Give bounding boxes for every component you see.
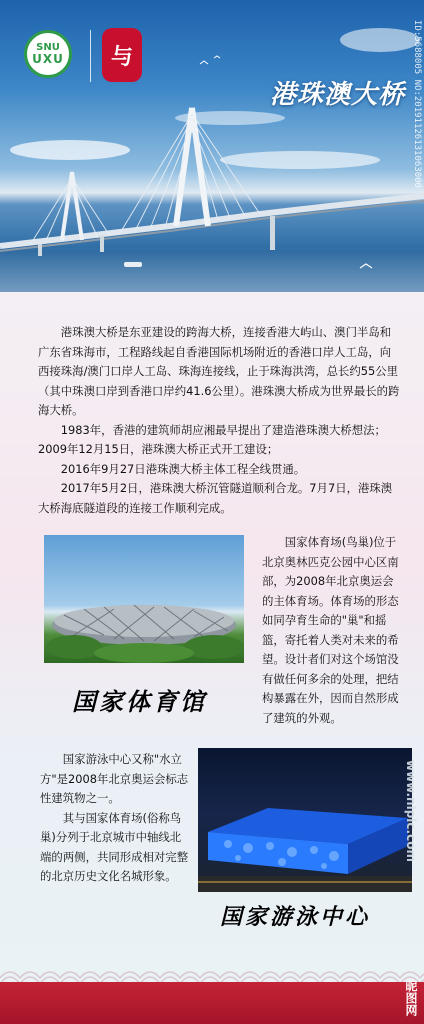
birds-nest-photo <box>44 535 244 663</box>
intro-paragraph: 2017年5月2日，港珠澳大桥沉管隧道顺利合龙。7月7日，港珠澳大桥海底隧道段的连接工作顺利完成。 <box>38 481 393 515</box>
logo-divider <box>90 30 91 82</box>
watermark-url: www.nipic.com <box>404 760 418 862</box>
aquatics-description <box>40 750 192 887</box>
intro-paragraph: 1983年，香港的建筑师胡应湘最早提出了建造港珠澳大桥想法；2009年12月15日，港珠澳大桥正式开工建设； <box>38 422 386 456</box>
footer-band <box>0 954 424 1024</box>
image-id-text: ID:5688005 NO:20191126131063000 <box>412 20 422 188</box>
hero-banner <box>0 0 424 292</box>
aquatics-paragraph: 国家游泳中心又称"水立方"是2008年北京奥运会标志性建筑物之一。 <box>40 752 189 805</box>
stadium-description <box>262 533 402 728</box>
footer-watermark: 昵图网 <box>404 980 418 1016</box>
school-logo <box>24 30 72 78</box>
stadium-paragraph: 国家体育场(鸟巢)位于北京奥林匹克公园中心区南部，为2008年北京奥运会的主体育场。体育场的形态如同孕育生命的"巢"和摇篮，寄托着人类对未来的希望。设计者们对这个场馆没有做任何多余的处理，把结构暴露在外，因而自然形成了建筑的外观。 <box>262 535 399 725</box>
school-logo-bottom: UXU <box>32 52 64 66</box>
page-title: 港珠澳大桥 <box>270 80 406 110</box>
intro-paragraph: 港珠澳大桥是东亚建设的跨海大桥，连接香港大屿山、澳门半岛和广东省珠海市，工程路线起自香港国际机场附近的香港口岸人工岛，向西接珠海/澳门口岸人工岛、珠海连接线，止于珠海洪湾，总长约55公里（其中珠澳口岸到香港口岸约41.6公里）。港珠澳大桥成为世界最长的跨海大桥。 <box>38 325 400 417</box>
red-emblem-logo: 与 <box>102 28 142 82</box>
footer-red-bar <box>0 982 424 1024</box>
school-logo-top: SNU <box>36 42 60 53</box>
aquatics-paragraph: 其与国家体育场(俗称鸟巢)分列于北京城市中轴线北端的两侧，共同形成相对完整的北京历史文化名城形象。 <box>40 810 189 883</box>
aquatics-title: 国家游泳中心 <box>220 904 371 930</box>
bridge-intro <box>38 323 400 518</box>
water-cube-photo <box>198 748 412 892</box>
stadium-title: 国家体育馆 <box>72 687 207 716</box>
intro-paragraph: 2016年9月27日港珠澳大桥主体工程全线贯通。 <box>60 461 306 476</box>
